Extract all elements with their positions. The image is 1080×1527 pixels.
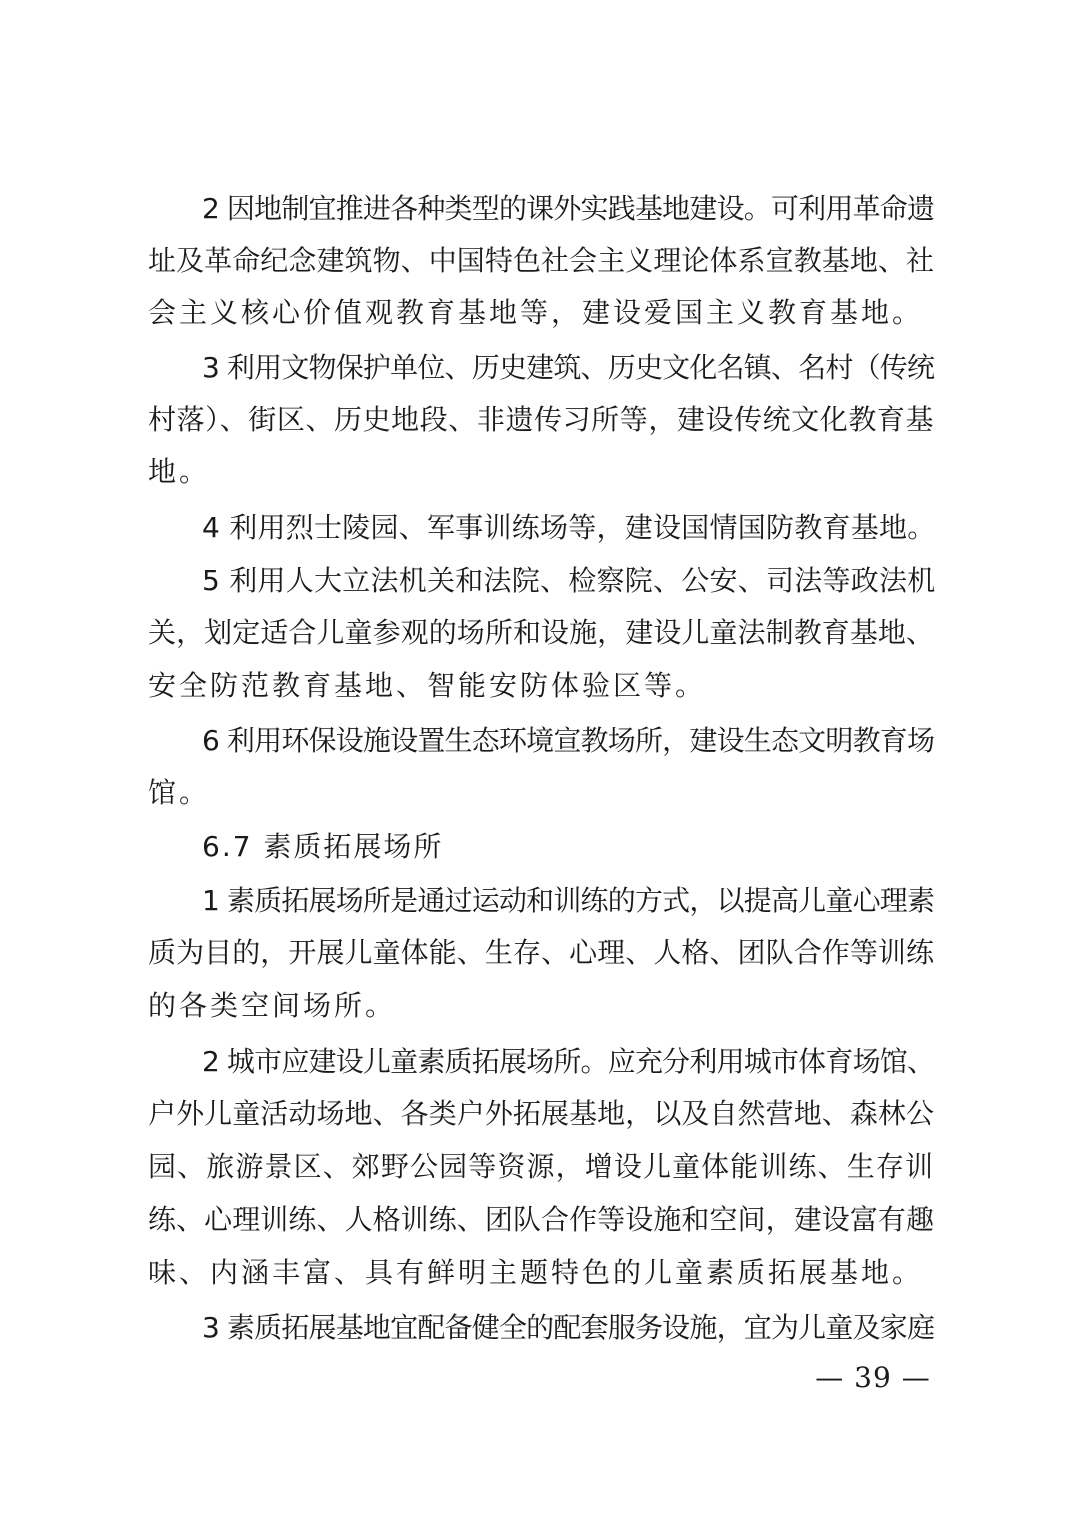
paragraph-line: 地。 xyxy=(148,455,211,488)
paragraph-line: 户外儿童活动场地、各类户外拓展基地，以及自然营地、森林公 xyxy=(148,1097,934,1130)
paragraph-line: 6 利用环保设施设置生态环境宣教场所，建设生态文明教育场 xyxy=(202,724,934,757)
paragraph-line: 5 利用人大立法机关和法院、检察院、公安、司法等政法机 xyxy=(202,564,936,597)
paragraph-line: 2 因地制宜推进各种类型的课外实践基地建设。可利用革命遗 xyxy=(202,192,934,225)
section-heading: 6.7 素质拓展场所 xyxy=(202,830,444,863)
paragraph-line: 质为目的，开展儿童体能、生存、心理、人格、团队合作等训练 xyxy=(148,936,934,969)
paragraph-line: 3 素质拓展基地宜配备健全的配套服务设施，宜为儿童及家庭 xyxy=(202,1311,934,1344)
page-number: — 39 — xyxy=(815,1361,931,1394)
paragraph-line: 村落）、街区、历史地段、非遗传习所等，建设传统文化教育基 xyxy=(148,403,934,436)
paragraph-line: 1 素质拓展场所是通过运动和训练的方式，以提高儿童心理素 xyxy=(202,884,934,917)
paragraph-line: 4 利用烈士陵园、军事训练场等，建设国情国防教育基地。 xyxy=(202,511,936,544)
paragraph-line: 的各类空间场所。 xyxy=(148,989,397,1022)
paragraph-line: 练、心理训练、人格训练、团队合作等设施和空间，建设富有趣 xyxy=(148,1203,934,1236)
paragraph-line: 关，划定适合儿童参观的场所和设施，建设儿童法制教育基地、 xyxy=(148,616,934,649)
paragraph-line: 址及革命纪念建筑物、中国特色社会主义理论体系宣教基地、社 xyxy=(148,244,934,277)
paragraph-line: 会主义核心价值观教育基地等，建设爱国主义教育基地。 xyxy=(148,296,924,329)
paragraph-line: 园、旅游景区、郊野公园等资源，增设儿童体能训练、生存训 xyxy=(148,1150,934,1183)
paragraph-line: 味、内涵丰富、具有鲜明主题特色的儿童素质拓展基地。 xyxy=(148,1256,924,1289)
paragraph-line: 2 城市应建设儿童素质拓展场所。应充分利用城市体育场馆、 xyxy=(202,1045,934,1078)
paragraph-line: 安全防范教育基地、智能安防体验区等。 xyxy=(148,669,707,702)
paragraph-line: 馆。 xyxy=(148,776,211,809)
paragraph-line: 3 利用文物保护单位、历史建筑、历史文化名镇、名村（传统 xyxy=(202,351,934,384)
